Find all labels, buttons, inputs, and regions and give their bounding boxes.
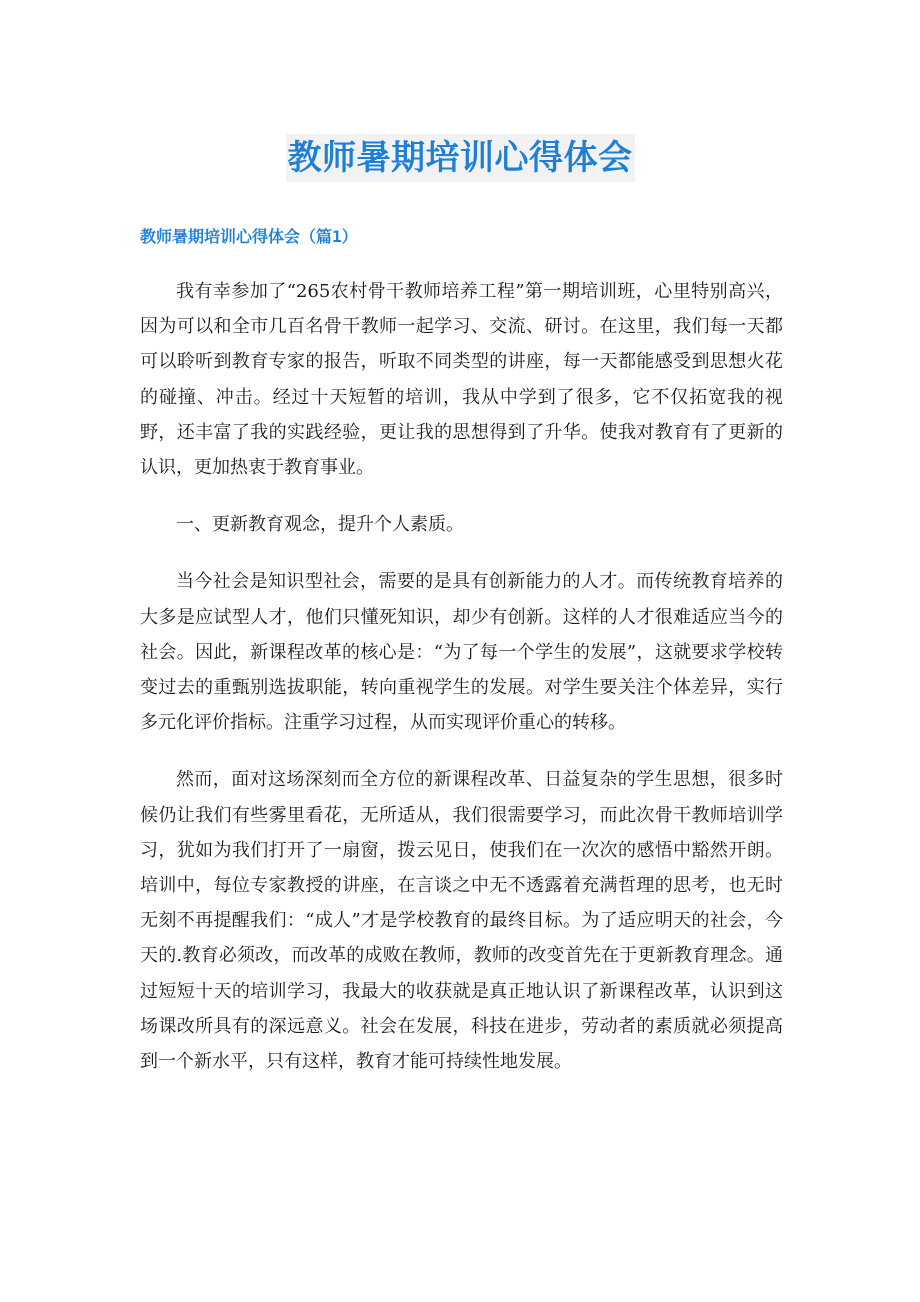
document-body: [140, 274, 783, 1101]
document-title: [0, 134, 920, 182]
body-paragraph: 我有幸参加了“265农村骨干教师培养工程”第一期培训班，心里特别高兴，因为可以和全市几百名骨干教师一起学习、交流、研讨。在这里，我们每一天都可以聆听到教育专家的报告，听取不同类型的讲座，每一天都能感受到思想火花的碰撞、冲击。经过十天短暂的培训，我从中学到了很多，它不仅拓宽我的视野，还丰富了我的实践经验，更让我的思想得到了升华。使我对教育有了更新的认识，更加热衷于教育事业。: [140, 281, 783, 479]
document-title-text: 教师暑期培训心得体会: [286, 134, 635, 182]
body-paragraph: 然而，面对这场深刻而全方位的新课程改革、日益复杂的学生思想，很多时候仍让我们有些雾里看花，无所适从，我们很需要学习，而此次骨干教师培训学习，犹如为我们打开了一扇窗，拨云见日，使我们在一次次的感悟中豁然开朗。培训中，每位专家教授的讲座，在言谈之中无不透露着充满哲理的思考，也无时无刻不再提醒我们：“成人”才是学校教育的最终目标。为了适应明天的社会，今天的.教育必须改，而改革的成败在教师，教师的改变首先在于更新教育理念。通过短短十天的培训学习，我最大的收获就是真正地认识了新课程改革，认识到这场课改所具有的深远意义。社会在发展，科技在进步，劳动者的素质就必须提高到一个新水平，只有这样，教育才能可持续性地发展。: [140, 769, 783, 1073]
section-heading: 教师暑期培训心得体会（篇1）: [140, 227, 358, 246]
body-paragraph: 当今社会是知识型社会，需要的是具有创新能力的人才。而传统教育培养的大多是应试型人才，他们只懂死知识，却少有创新。这样的人才很难适应当今的社会。因此，新课程改革的核心是：“为了每一个学生的发展”，这就要求学校转变过去的重甄别选拔职能，转向重视学生的发展。对学生要关注个体差异，实行多元化评价指标。注重学习过程，从而实现评价重心的转移。: [140, 571, 783, 734]
body-subheading: 一、更新教育观念，提升个人素质。: [176, 514, 464, 536]
